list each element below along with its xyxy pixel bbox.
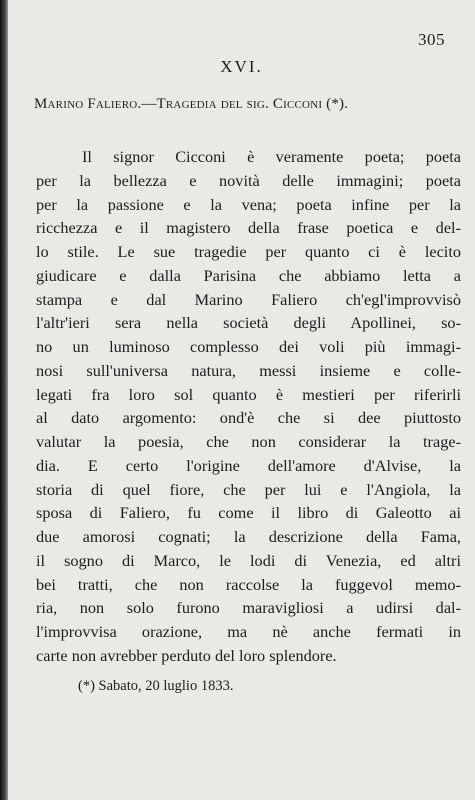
body-line: al dato argomento: ond'è che si dee piuttosto (36, 408, 461, 428)
book-gutter (0, 0, 8, 800)
body-line: bei tratti, che non raccolse la fuggevol memo- (36, 574, 461, 594)
body-text (36, 145, 461, 668)
body-line: dia. E certo l'origine dell'amore d'Alvise, la (36, 455, 461, 475)
body-line: carte non avrebber perduto del loro splendore. (36, 645, 337, 665)
body-line: ria, non solo furono maravigliosi a udirsi dal- (36, 598, 461, 618)
article-heading: Marino Faliero.—Tragedia del sig. Cicconi (*). (34, 96, 349, 112)
page-number: 305 (418, 30, 445, 49)
body-line: ricchezza e il magistero della frase poetica e del- (36, 218, 461, 238)
body-line: stampa e dal Marino Faliero ch'egl'improvvisò (36, 289, 461, 309)
body-line: sposa di Faliero, fu come il libro di Galeotto ai (36, 503, 461, 523)
body-line: per la passione e la vena; poeta infine per la (36, 194, 461, 214)
body-line: storia di quel fiore, che per lui e l'Angiola, la (36, 479, 461, 499)
body-line: Il signor Cicconi è veramente poeta; poeta (82, 147, 461, 166)
body-line: due amorosi cognati; la descrizione della Fama, (36, 527, 461, 546)
body-line: giudicare e dalla Parisina che abbiamo letta a (36, 265, 461, 285)
body-line: il sogno di Marco, le lodi di Venezia, ed altri (36, 550, 461, 570)
body-line: lo stile. Le sue tragedie per quanto ci è lecito (36, 242, 461, 261)
body-line: per la bellezza e novità delle immagini; poeta (36, 170, 461, 190)
body-line: nosi sull'universa natura, messi insieme e colle- (36, 360, 461, 380)
section-number: XVI. (220, 57, 263, 76)
body-line: l'altr'ieri sera nella società degli Apollinei, so- (36, 313, 461, 333)
body-line: valutar la poesia, che non considerar la trage- (36, 432, 461, 451)
body-line: l'improvvisa orazione, ma nè anche fermati in (36, 622, 461, 641)
book-page (8, 0, 475, 800)
body-line: legati fra loro sol quanto è mestieri per riferirli (36, 384, 461, 404)
footnote: (*) Sabato, 20 luglio 1833. (78, 678, 234, 694)
body-line: no un luminoso complesso dei voli più immagi- (36, 337, 461, 356)
